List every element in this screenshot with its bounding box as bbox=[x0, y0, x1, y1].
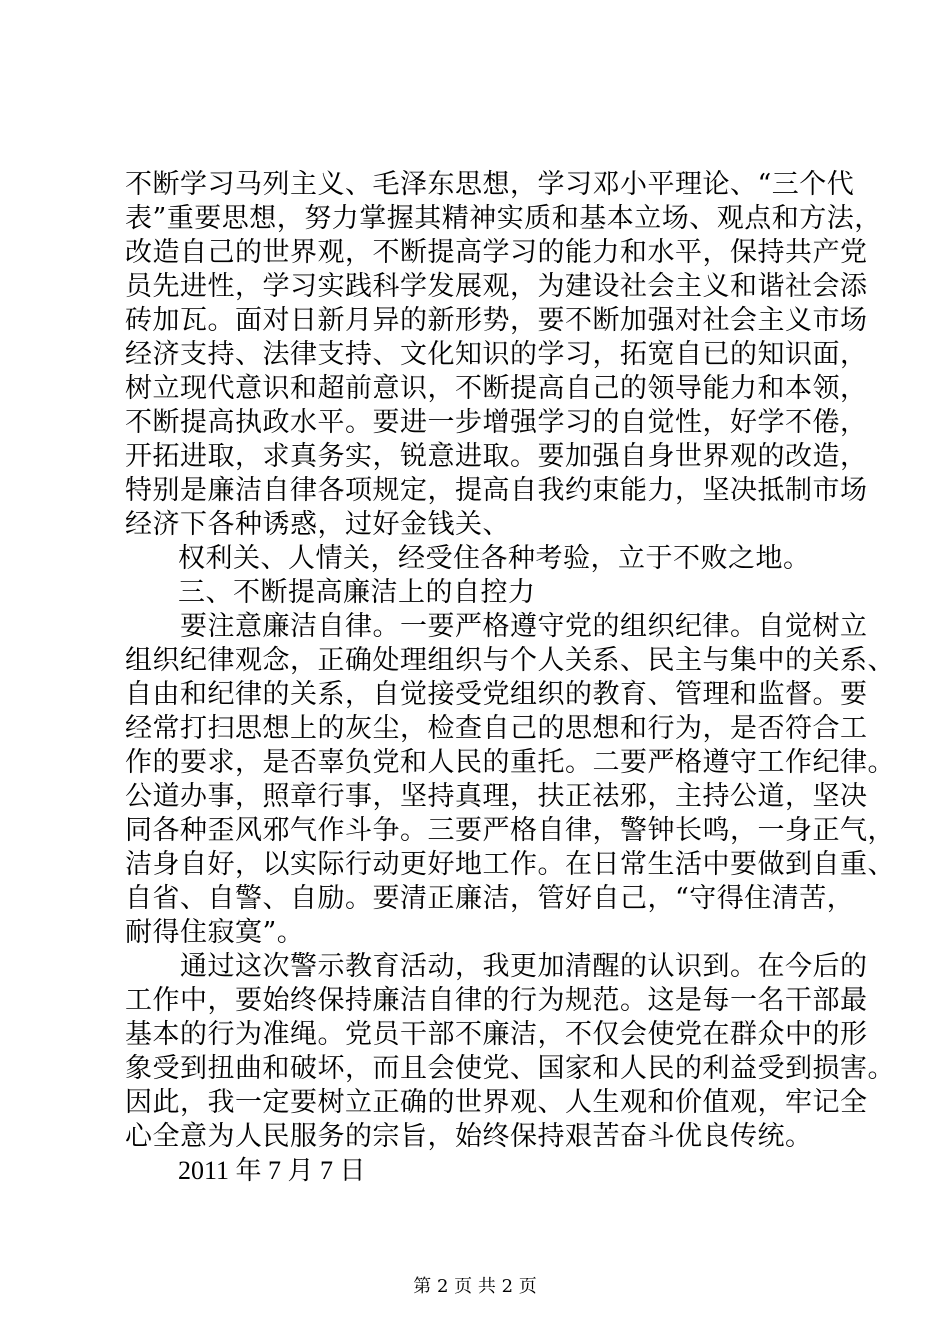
body-text-line: 自省、自警、自励。要清正廉洁，管好自己，“守得住清苦， bbox=[125, 883, 855, 914]
body-text-line: 树立现代意识和超前意识，不断提高自己的领导能力和本领， bbox=[125, 373, 868, 404]
body-text-line: 自由和纪律的关系，自觉接受党组织的教育、管理和监督。要 bbox=[125, 679, 868, 710]
paragraph-first-line: 要注意廉洁自律。一要严格遵守党的组织纪律。自觉树立 bbox=[180, 611, 868, 642]
page-footer: 第 2 页 共 2 页 bbox=[413, 1276, 537, 1297]
body-text-line: 权利关、人情关，经受住各种考验，立于不败之地。 bbox=[178, 543, 811, 574]
body-text-line: 洁身自好，以实际行动更好地工作。在日常生活中要做到自重、 bbox=[125, 849, 895, 880]
body-text-line: 心全意为人民服务的宗旨，始终保持艰苦奋斗优良传统。 bbox=[125, 1121, 813, 1152]
body-text-line: 同各种歪风邪气作斗争。三要严格自律，警钟长鸣，一身正气， bbox=[125, 815, 895, 846]
body-text-line: 员先进性，学习实践科学发展观，为建设社会主义和谐社会添 bbox=[125, 271, 868, 302]
body-text-line: 经济支持、法律支持、文化知识的学习，拓宽自已的知识面， bbox=[125, 339, 868, 370]
body-text-line: 不断学习马列主义、毛泽东思想，学习邓小平理论、“三个代 bbox=[125, 169, 855, 200]
body-text-line: 砖加瓦。面对日新月异的新形势，要不断加强对社会主义市场 bbox=[125, 305, 868, 336]
body-text-line: 开拓进取，求真务实，锐意进取。要加强自身世界观的改造， bbox=[125, 441, 868, 472]
body-text-line: 因此，我一定要树立正确的世界观、人生观和价值观，牢记全 bbox=[125, 1087, 868, 1118]
body-text-line: 耐得住寂寞”。 bbox=[125, 917, 305, 948]
body-text-line: 公道办事，照章行事，坚持真理，扶正祛邪，主持公道，坚决 bbox=[125, 781, 868, 812]
body-text-line: 工作中，要始终保持廉洁自律的行为规范。这是每一名干部最 bbox=[125, 985, 868, 1016]
body-text-line: 特别是廉洁自律各项规定，提高自我约束能力，坚决抵制市场 bbox=[125, 475, 868, 506]
body-text-line: 经济下各种诱惑，过好金钱关、 bbox=[125, 509, 510, 540]
body-text-line: 改造自己的世界观，不断提高学习的能力和水平，保持共产党 bbox=[125, 237, 868, 268]
body-text-line: 作的要求，是否辜负党和人民的重托。二要严格遵守工作纪律。 bbox=[125, 747, 895, 778]
body-text-line: 基本的行为准绳。党员干部不廉洁，不仅会使党在群众中的形 bbox=[125, 1019, 868, 1050]
section-heading: 三、不断提高廉洁上的自控力 bbox=[178, 577, 536, 608]
document-date: 2011 年 7 月 7 日 bbox=[178, 1156, 366, 1185]
body-text-line: 表”重要思想，努力掌握其精神实质和基本立场、观点和方法， bbox=[125, 203, 882, 234]
body-text-line: 不断提高执政水平。要进一步增强学习的自觉性，好学不倦， bbox=[125, 407, 868, 438]
body-text-line: 组织纪律观念，正确处理组织与个人关系、民主与集中的关系、 bbox=[125, 645, 895, 676]
paragraph-first-line: 通过这次警示教育活动，我更加清醒的认识到。在今后的 bbox=[180, 951, 868, 982]
body-text-line: 经常打扫思想上的灰尘，检查自己的思想和行为，是否符合工 bbox=[125, 713, 868, 744]
body-text-line: 象受到扭曲和破坏，而且会使党、国家和人民的利益受到损害。 bbox=[125, 1053, 895, 1084]
